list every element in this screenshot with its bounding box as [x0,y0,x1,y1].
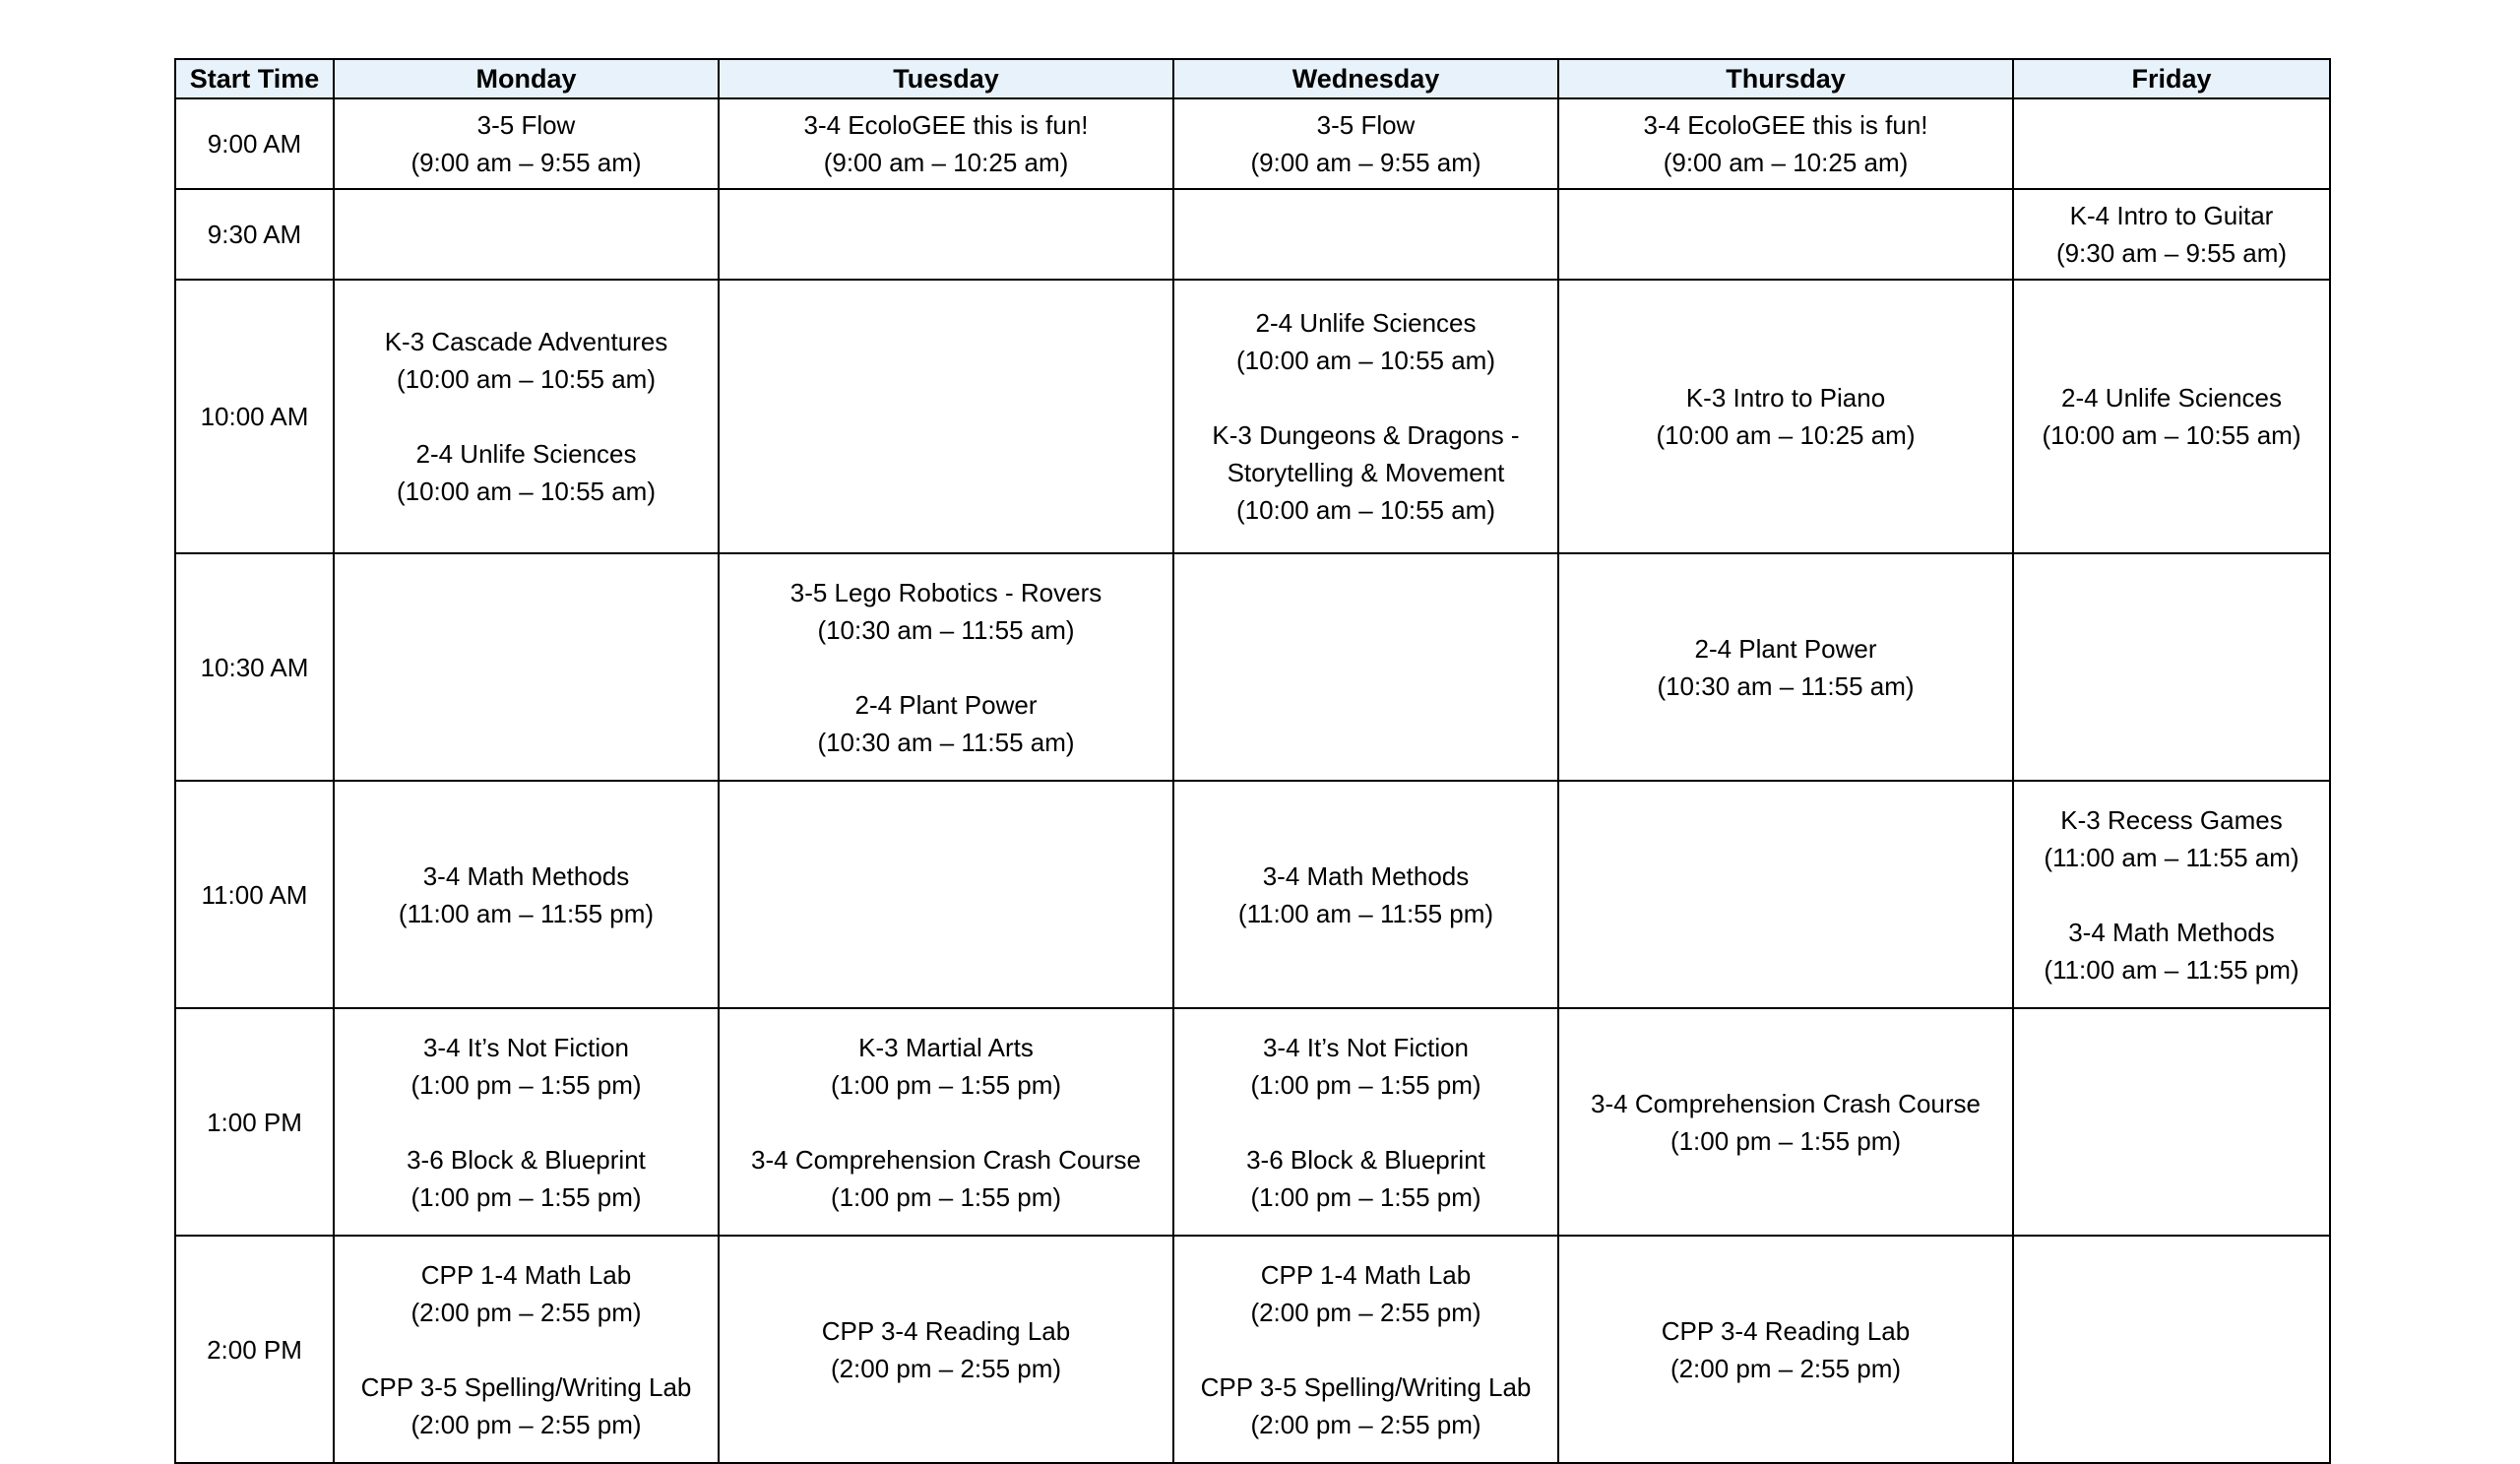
schedule-cell-thursday [1558,280,2013,553]
schedule-row [175,553,2330,781]
schedule-row [175,280,2330,553]
class-time-range: (1:00 pm – 1:55 pm) [1250,1069,1481,1100]
schedule-cell-monday [334,1008,719,1236]
class-time-range: (9:30 am – 9:55 am) [2055,238,2288,268]
class-name: CPP 3-4 Reading Lab [821,1315,1071,1346]
schedule-cell-wednesday [1173,98,1558,189]
class-name: 3-4 Math Methods [2068,917,2275,947]
start-time-cell: 11:00 AM [175,781,334,1008]
class-name: 2-4 Unlife Sciences [2061,383,2282,413]
class-name: CPP 1-4 Math Lab [420,1259,632,1290]
class-time-range: (2:00 pm – 2:55 pm) [1250,1409,1481,1439]
class-entry [335,1029,718,1104]
class-entry [2014,914,2329,988]
schedule-cell-wednesday [1173,553,1558,781]
class-time-range: (10:30 am – 11:55 am) [1657,670,1915,701]
schedule-cell-tuesday [719,98,1173,189]
class-entry [1174,1141,1557,1216]
schedule-cell-thursday [1558,1236,2013,1463]
schedule-cell-monday [334,553,719,781]
class-entry [720,686,1172,761]
class-time-range: (9:00 am – 9:55 am) [1250,148,1481,177]
class-time-range: (10:00 am – 10:25 am) [1656,420,1916,450]
class-entry [720,574,1172,649]
class-entry [1174,304,1557,379]
class-time-range: (10:00 am – 10:55 am) [2042,420,2301,450]
class-entry [720,1312,1172,1387]
class-entry [1174,1256,1557,1331]
class-entry [335,858,718,932]
class-entry [1559,1085,2012,1160]
schedule-cell-monday [334,1236,719,1463]
schedule-cell-friday [2013,1008,2330,1236]
header-tuesday: Tuesday [719,59,1173,98]
header-start-time: Start Time [175,59,334,98]
start-time-cell: 9:30 AM [175,189,334,280]
header-row [175,59,2330,98]
schedule-cell-wednesday [1173,1008,1558,1236]
class-name: K-3 Martial Arts [858,1032,1034,1062]
class-time-range: (9:00 am – 10:25 am) [823,148,1069,177]
class-name: CPP 3-5 Spelling/Writing Lab [1200,1371,1532,1402]
start-time-cell: 10:30 AM [175,553,334,781]
class-entry [1174,1029,1557,1104]
class-time-range: (11:00 am – 11:55 pm) [2044,954,2300,985]
schedule-cell-tuesday [719,553,1173,781]
schedule-cell-friday [2013,280,2330,553]
class-name: 3-4 EcoloGEE this is fun! [1643,110,1928,140]
class-name: 3-4 Comprehension Crash Course [1591,1088,1981,1118]
class-entry [335,106,718,181]
schedule-cell-friday [2013,553,2330,781]
class-time-range: (10:00 am – 10:55 am) [396,364,657,394]
class-entry [720,1141,1172,1216]
class-time-range: (9:00 am – 10:25 am) [1663,148,1909,177]
schedule-cell-friday [2013,1236,2330,1463]
class-name: K-3 Dungeons & Dragons - Storytelling & Movement [1212,420,1520,487]
class-time-range: (2:00 pm – 2:55 pm) [410,1297,642,1327]
class-name: 3-6 Block & Blueprint [1246,1144,1485,1175]
class-entry [1559,630,2012,705]
class-time-range: (9:00 am – 9:55 am) [410,148,642,177]
class-entry [335,323,718,398]
start-time-cell: 10:00 AM [175,280,334,553]
class-name: K-3 Intro to Piano [1685,383,1886,413]
schedule-row [175,98,2330,189]
class-name: 3-4 It’s Not Fiction [1262,1032,1470,1062]
class-name: 3-4 Comprehension Crash Course [751,1144,1141,1175]
schedule-cell-wednesday [1173,189,1558,280]
class-name: 3-4 Math Methods [422,860,630,891]
schedule-cell-thursday [1558,781,2013,1008]
class-entry [335,1141,718,1216]
start-time-cell: 1:00 PM [175,1008,334,1236]
schedule-body [175,98,2330,1463]
class-entry [335,1256,718,1331]
class-entry [1174,416,1557,529]
schedule-cell-tuesday [719,280,1173,553]
schedule-row [175,1236,2330,1463]
start-time-cell: 2:00 PM [175,1236,334,1463]
class-time-range: (2:00 pm – 2:55 pm) [830,1353,1062,1383]
class-name: K-4 Intro to Guitar [2069,201,2274,230]
schedule-cell-monday [334,98,719,189]
class-name: CPP 3-4 Reading Lab [1661,1315,1911,1346]
class-entry [720,106,1172,181]
class-entry [335,435,718,510]
class-time-range: (10:00 am – 10:55 am) [1235,495,1496,525]
schedule-row [175,781,2330,1008]
class-entry [1559,1312,2012,1387]
class-name: 3-6 Block & Blueprint [407,1144,646,1175]
class-name: 3-5 Lego Robotics - Rovers [789,577,1102,607]
schedule-cell-friday [2013,781,2330,1008]
start-time-cell: 9:00 AM [175,98,334,189]
schedule-cell-wednesday [1173,280,1558,553]
schedule-cell-monday [334,781,719,1008]
class-name: CPP 3-5 Spelling/Writing Lab [360,1371,692,1402]
schedule-cell-tuesday [719,1236,1173,1463]
schedule-cell-thursday [1558,98,2013,189]
class-time-range: (2:00 pm – 2:55 pm) [1670,1353,1902,1383]
class-time-range: (1:00 pm – 1:55 pm) [830,1069,1062,1100]
class-entry [1559,379,2012,454]
class-entry [335,1369,718,1443]
schedule-cell-friday [2013,98,2330,189]
schedule-cell-wednesday [1173,1236,1558,1463]
weekly-schedule-table [174,58,2331,1464]
class-name: CPP 1-4 Math Lab [1260,1259,1472,1290]
class-time-range: (11:00 am – 11:55 am) [2044,842,2300,872]
class-name: K-3 Recess Games [2060,804,2283,835]
class-name: 3-5 Flow [476,110,576,140]
class-entry [1174,1369,1557,1443]
schedule-cell-monday [334,280,719,553]
class-time-range: (2:00 pm – 2:55 pm) [1250,1297,1481,1327]
class-name: 3-5 Flow [1316,110,1416,140]
class-time-range: (1:00 pm – 1:55 pm) [830,1181,1062,1212]
schedule-row [175,1008,2330,1236]
class-name: 2-4 Unlife Sciences [1255,308,1477,338]
schedule-cell-tuesday [719,781,1173,1008]
class-name: 3-4 Math Methods [1262,860,1470,891]
header-friday: Friday [2013,59,2330,98]
schedule-row [175,189,2330,280]
header-thursday: Thursday [1558,59,2013,98]
schedule-cell-thursday [1558,189,2013,280]
class-time-range: (1:00 pm – 1:55 pm) [410,1181,642,1212]
class-time-range: (10:30 am – 11:55 am) [817,727,1075,757]
class-entry [2014,801,2329,876]
class-name: 3-4 EcoloGEE this is fun! [803,110,1089,140]
class-time-range: (1:00 pm – 1:55 pm) [1670,1125,1902,1156]
class-name: K-3 Cascade Adventures [384,327,668,356]
class-time-range: (2:00 pm – 2:55 pm) [410,1409,642,1439]
class-name: 3-4 It’s Not Fiction [422,1032,630,1062]
class-time-range: (1:00 pm – 1:55 pm) [1250,1181,1481,1212]
schedule-cell-thursday [1558,1008,2013,1236]
class-time-range: (10:00 am – 10:55 am) [396,477,657,506]
schedule-cell-friday [2013,189,2330,280]
class-entry [1559,106,2012,181]
header-monday: Monday [334,59,719,98]
class-entry [1174,106,1557,181]
header-wednesday: Wednesday [1173,59,1558,98]
schedule-cell-tuesday [719,189,1173,280]
class-entry [2014,379,2329,454]
class-entry [2014,197,2329,272]
class-time-range: (11:00 am – 11:55 pm) [1237,898,1494,928]
schedule-header [175,59,2330,98]
class-name: 2-4 Plant Power [1694,633,1877,664]
schedule-cell-thursday [1558,553,2013,781]
class-name: 2-4 Unlife Sciences [415,439,637,469]
class-entry [720,1029,1172,1104]
class-name: 2-4 Plant Power [854,689,1038,720]
class-entry [1174,858,1557,932]
class-time-range: (1:00 pm – 1:55 pm) [410,1069,642,1100]
class-time-range: (10:30 am – 11:55 am) [817,614,1075,645]
class-time-range: (11:00 am – 11:55 pm) [398,898,655,928]
class-time-range: (10:00 am – 10:55 am) [1235,346,1496,375]
schedule-cell-tuesday [719,1008,1173,1236]
schedule-cell-wednesday [1173,781,1558,1008]
schedule-cell-monday [334,189,719,280]
